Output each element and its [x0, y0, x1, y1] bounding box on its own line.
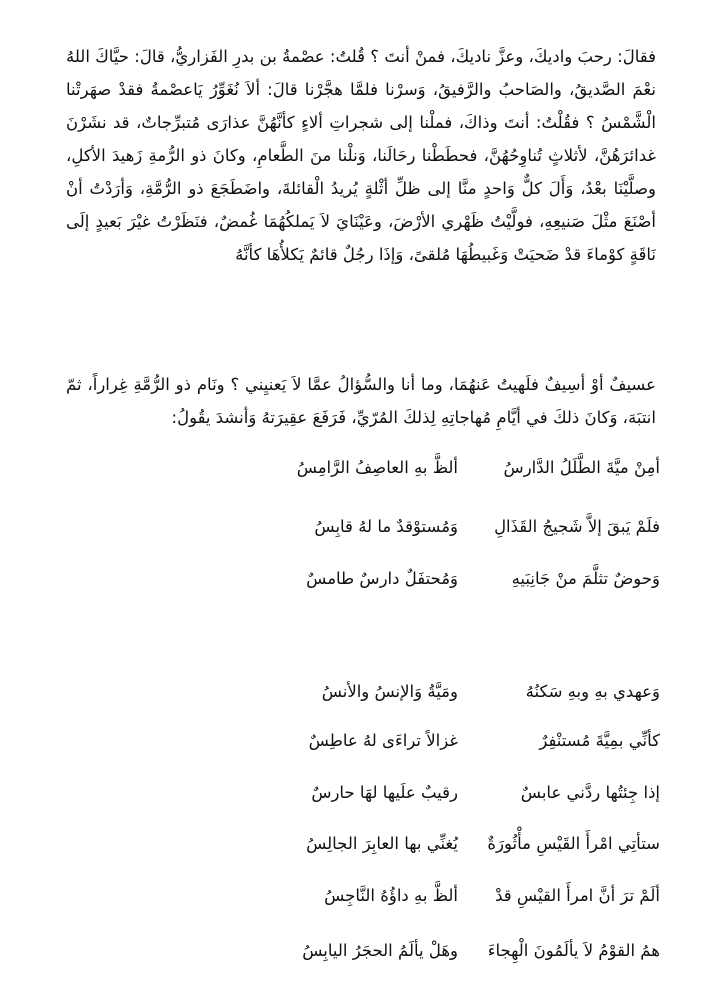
- verse-line: [230, 827, 660, 861]
- verse-second-hemistich: غزالاً تراءَى لهُ عاطِسٌ: [308, 731, 458, 750]
- verse-line: [230, 510, 660, 544]
- verse-first-hemistich: وَعهدي بهِ وبهِ سَكنُهُ: [525, 682, 660, 701]
- verse-second-hemistich: رقيبٌ علَيها لهَا حارسٌ: [311, 783, 458, 802]
- verse-second-hemistich: ألظَّ بهِ داؤُهُ النَّاجِسُ: [324, 886, 458, 905]
- verse-second-hemistich: وَمُحتفَلٌ دارسٌ طامسٌ: [306, 569, 458, 588]
- verse-line: [230, 675, 660, 709]
- verse-second-hemistich: ألظَّ بهِ العاصِفُ الرَّامِسُ: [296, 458, 458, 477]
- verse-second-hemistich: وَمُستوْقدٌ ما لهُ قابِسُ: [314, 517, 458, 536]
- verse-second-hemistich: وهَلْ يألَمُ الحجَرُ اليابِسُ: [302, 941, 458, 960]
- prose-paragraph: عسيفٌ أوْ أسِيفٌ فلَهيتُ عَنهُمَا، وما أنا والسُّؤالُ عمَّا لاَ يَعنيِني ؟ ونَام ذو الرُّمَّةِ غِراراً، ثمّ انتبَهَ، وَكانَ ذلكَ في أيَّامِ مُهاجاتِهِ لِذلكَ المُرّيِّ، فَرَفَعَ عقِيرَتهُ وَأنشدَ يقُولُ:: [66, 375, 656, 427]
- verse-first-hemistich: كأنِّي بمِيَّةَ مُستنْفِرٌ: [539, 731, 660, 750]
- verse-line: [230, 451, 660, 485]
- verse-first-hemistich: ألَمْ ترَ أنَّ امرأَ القيْسِ قدْ: [495, 886, 660, 905]
- verse-second-hemistich: يُغنِّي بها العابِرَ الجالِسُ: [306, 834, 458, 853]
- verse-first-hemistich: وَحوضٌ تثلَّمَ منْ جَانِبَيهِ: [511, 569, 660, 588]
- verse-first-hemistich: إذا جِئتُها ردَّني عابسٌ: [520, 783, 660, 802]
- verse-first-hemistich: فلَمْ يَبقَ إلاَّ شَجيجُ القَذَالِ: [494, 517, 660, 536]
- verse-first-hemistich: همُ القوْمُ لاَ يألَمُونَ الْهِجاءَ: [487, 941, 660, 960]
- verse-line: [230, 879, 660, 913]
- prose-paragraph: فقالَ: رحبَ واديكَ، وعزَّ ناديكَ، فمنْ أنتَ ؟ قُلتُ: عصْمةُ بن بدرِ الفَزاريُّ، قالَ: حيَّاكَ اللهُ نعْمَ الصَّديقُ، والصَاحبُ والرَّفيقُ، وَسرْنا فلمَّا هجَّرْنا قالَ: ألاَ نُغَوِّرُ يَاعصْمةُ فقدْ صهَرتْنا الْشَّمْسُ ؟ فقُلْتُ: أنتَ وذاكَ، فملْنا إلى شجراتِ ألاءٍ كأنَّهُنَّ عذارَى مُتبرِّجاتٌ، قد نشَرْنَ غدائرَهُنَّ، لأثلاثٍ تُناوِحُهُنَّ، فحطَطْنا رحَالَنا، وَنلْنا منَ الطَّعامِ، وكانَ ذو الرُّمةِ زَهيدَ الأكلِ، وصلَّيْنَا بعْدُ، وَأَلَ كلٌّ وَاحدٍ منَّا إلى ظلِّ أثْلةٍ يُريدُ الْقائلةَ، واضَطَجَعَ ذو الرُّمَّةِ، وَأرَدْتُ أنْ أصْنَعَ مثْلَ صَنيعِهِ، فولَّيْتُ ظَهْري الأرْضَ، وعَيْنَايَ لاَ يَملكُهُمَا غُمضٌ، فنَظَرْتُ غيْرَ بَعيدٍ إلَى نَاقَةٍ كوْماءَ قدْ ضَحيَتْ وَغَبيطُهَا مُلقىً، وَإذَا رجُلٌ قائمٌ يَكلأُهَا كأنَّهُ: [66, 47, 656, 264]
- verse-second-hemistich: ومَيَّةُ وَالإنسُ والأنسُ: [321, 682, 458, 701]
- verse-line: [230, 934, 660, 968]
- verse-line: [230, 562, 660, 596]
- verse-line: [230, 724, 660, 758]
- verse-line: [230, 776, 660, 810]
- verse-first-hemistich: ستأتِي امْرأَ القَيْسِ مأْثُورَةٌ: [487, 834, 660, 853]
- verse-first-hemistich: أمِنْ ميَّةَ الطَّلَلُ الدَّارسُ: [503, 458, 660, 477]
